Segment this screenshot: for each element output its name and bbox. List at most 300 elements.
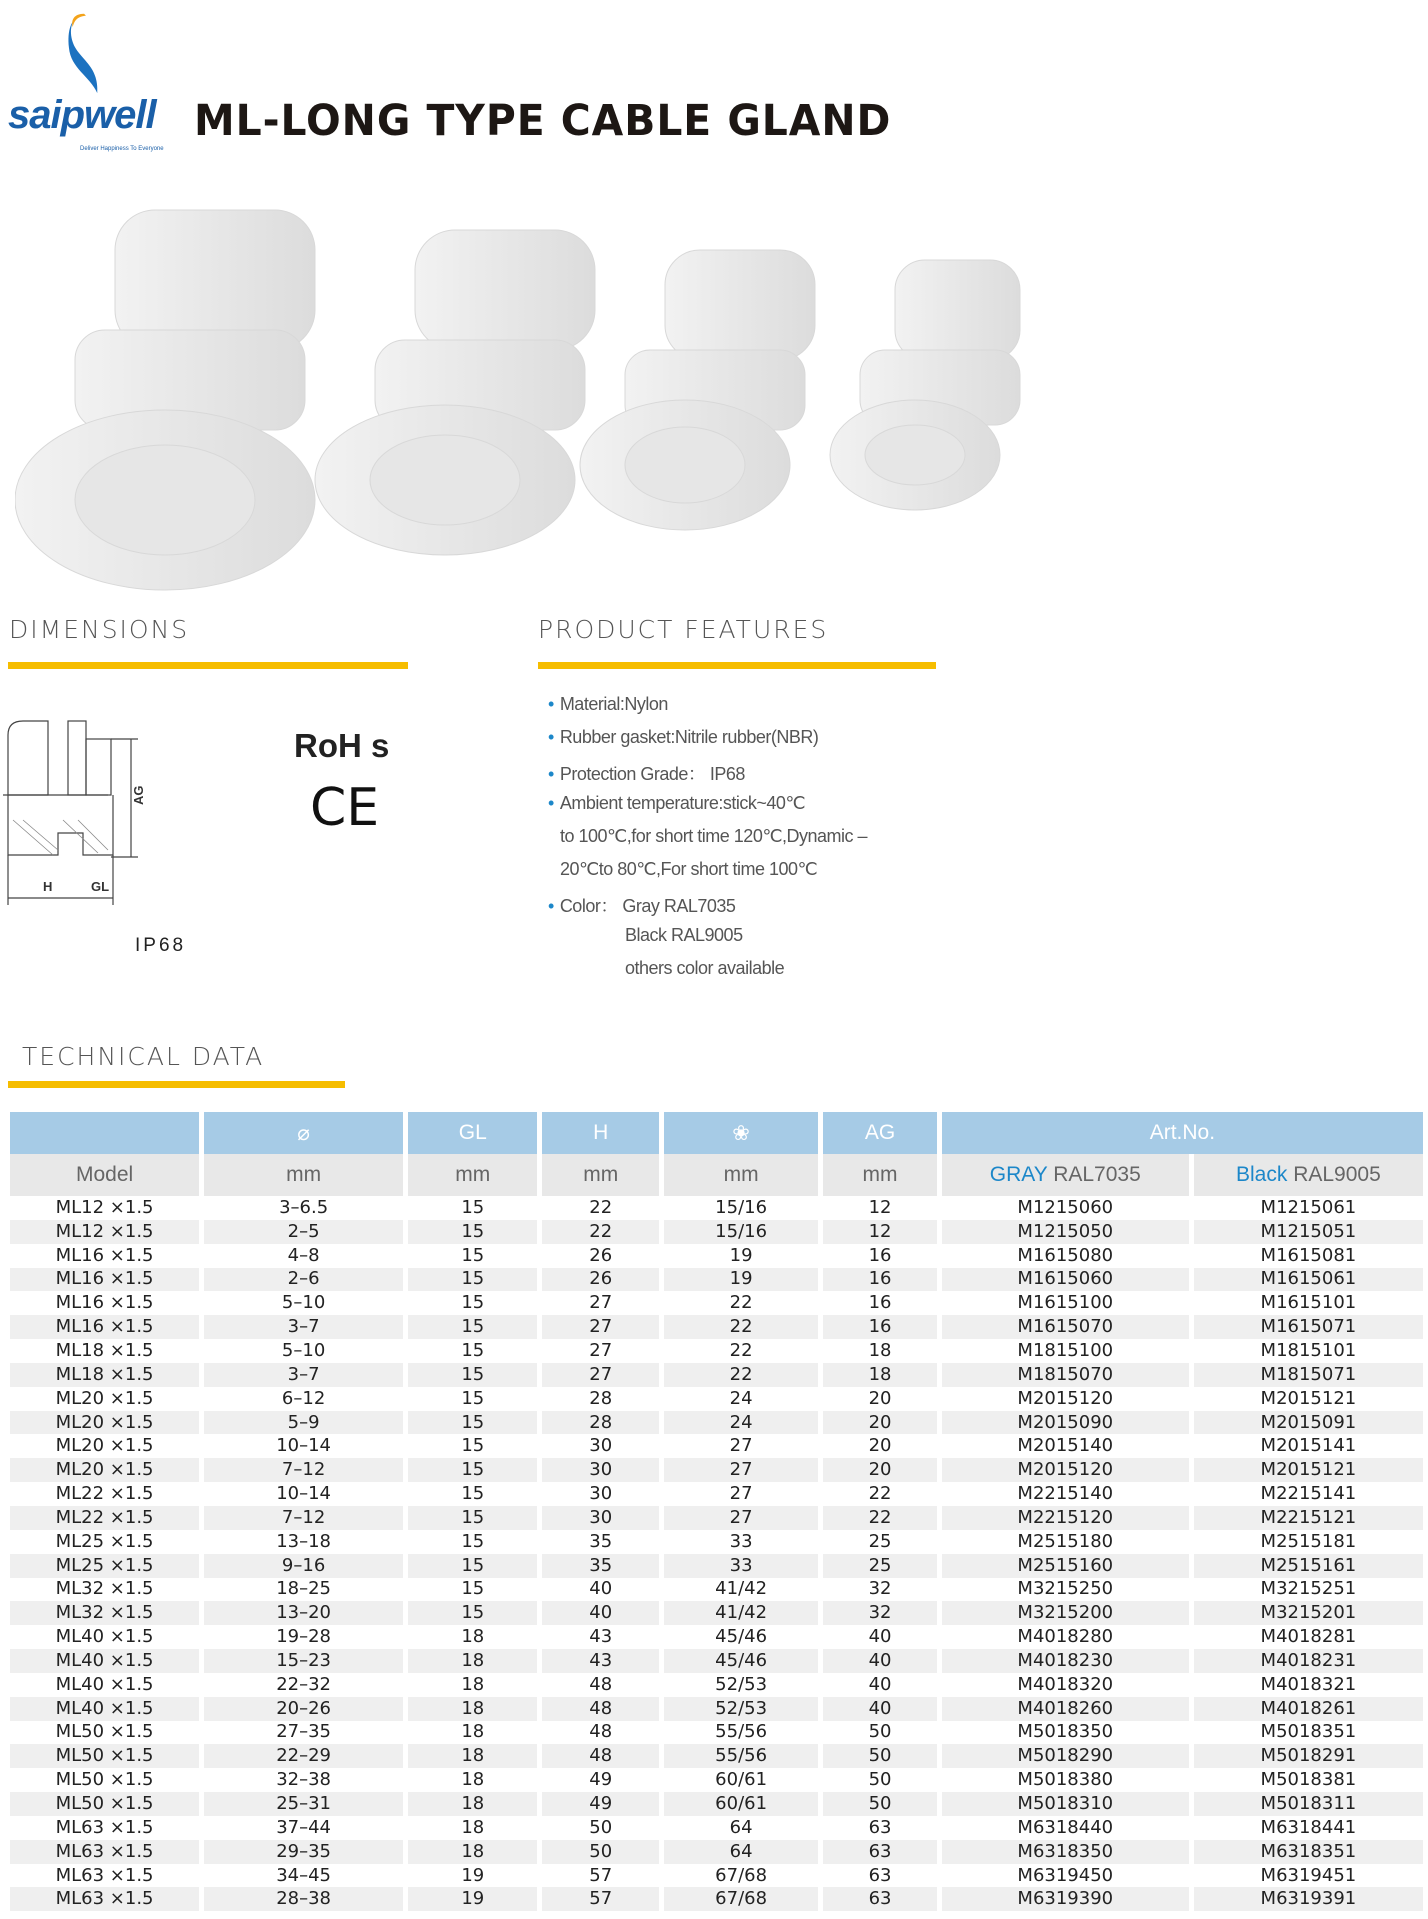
cell-wrench-size: 64 [729,1816,753,1838]
table-row [10,1744,1423,1768]
cell-art-no-gray: M1815100 [1017,1339,1114,1361]
cell-art-no-gray: M2015140 [1017,1435,1114,1457]
cell-wrench-size: 27 [729,1435,753,1457]
feature-text: Ambient temperature:stick~40℃ [559,793,806,813]
cell-gl: 18 [461,1626,485,1648]
cell-art-no-gray: M3215200 [942,1601,1189,1625]
cell-h: 48 [542,1697,658,1721]
cell-cable-range: 32–38 [276,1769,332,1791]
cell-gl: 15 [461,1435,485,1457]
cell-gl: 18 [461,1721,485,1743]
cell-art-no-black: M3215251 [1260,1578,1357,1600]
cell-gl: 15 [408,1506,537,1530]
header-ag: AG [823,1112,936,1154]
logo-swoosh-icon [60,10,110,95]
cell-model: ML40 ×1.5 [10,1649,199,1673]
cell-art-no-black: M4018321 [1260,1673,1357,1695]
table-row [10,1387,1423,1411]
feature-text: Color： Gray RAL7035 [559,896,736,916]
cell-wrench-size: 60/61 [664,1792,818,1816]
cell-art-no-black: M2515161 [1194,1554,1423,1578]
table-row [10,1434,1423,1458]
cell-ag: 50 [823,1744,936,1768]
cell-art-no-gray: M6319450 [1017,1864,1114,1886]
technical-data-heading: TECHNICAL DATA [22,1042,265,1071]
feature-color-black: Black RAL9005 [625,925,743,945]
cell-wrench-size: 33 [729,1530,753,1552]
table-row [10,1578,1423,1602]
cell-cable-range: 34–45 [276,1864,332,1886]
table-row [10,1625,1423,1649]
cell-gl: 15 [461,1483,485,1505]
cell-ag: 16 [823,1268,936,1292]
table-row [10,1244,1423,1268]
cell-art-no-black: M6319391 [1194,1887,1423,1911]
cell-ag: 50 [868,1721,892,1743]
cell-art-no-gray: M4018230 [942,1649,1189,1673]
rohs-mark: RoH s [294,727,390,764]
cell-cable-range: 28–38 [204,1887,403,1911]
cell-wrench-size: 19 [664,1268,818,1292]
cell-art-no-black: M4018281 [1260,1626,1357,1648]
table-row [10,1339,1423,1363]
table-row [10,1840,1423,1864]
features-underline [538,662,936,669]
ag-label: AG [131,785,146,805]
cell-model: ML40 ×1.5 [55,1626,154,1648]
cell-model: ML20 ×1.5 [55,1387,154,1409]
cell-ag: 40 [823,1649,936,1673]
cell-wrench-size: 19 [729,1244,753,1266]
table-row [10,1697,1423,1721]
cell-h: 27 [589,1292,613,1314]
cell-model: ML63 ×1.5 [10,1840,199,1864]
cell-gl: 19 [461,1864,485,1886]
cell-ag: 50 [868,1769,892,1791]
cell-wrench-size: 52/53 [715,1673,768,1695]
cell-wrench-size: 52/53 [664,1697,818,1721]
cell-h: 30 [589,1483,613,1505]
cell-cable-range: 15–23 [204,1649,403,1673]
cell-ag: 16 [823,1315,936,1339]
bullet-icon: • [548,793,554,813]
table-row [10,1196,1423,1220]
cell-h: 26 [542,1268,658,1292]
header-art-no: Art.No. [942,1112,1423,1154]
cell-ag: 16 [868,1292,892,1314]
cell-cable-range: 2–6 [204,1268,403,1292]
feature-temperature-2: to 100℃,for short time 120℃,Dynamic – [560,826,868,846]
cell-model: ML63 ×1.5 [10,1887,199,1911]
cell-wrench-size: 60/61 [715,1769,768,1791]
cell-cable-range: 29–35 [204,1840,403,1864]
feature-temperature-3: 20℃to 80℃,For short time 100℃ [560,859,818,879]
cell-h: 49 [542,1792,658,1816]
bullet-icon: • [548,694,554,714]
brand-tagline: Deliver Happiness To Everyone [80,146,164,152]
cell-ag: 20 [868,1387,892,1409]
cell-art-no-black: M1615081 [1260,1244,1357,1266]
cell-h: 27 [542,1315,658,1339]
cell-model: ML50 ×1.5 [10,1792,199,1816]
header-row-1 [10,1112,1423,1154]
bullet-icon: • [548,764,554,784]
cell-h: 43 [589,1626,613,1648]
feature-color [548,892,735,918]
cell-wrench-size: 27 [664,1458,818,1482]
cell-gl: 18 [408,1697,537,1721]
cell-wrench-size: 41/42 [664,1601,818,1625]
cell-model: ML22 ×1.5 [55,1483,154,1505]
dimensions-underline [8,662,408,669]
cell-h: 57 [589,1864,613,1886]
table-row [10,1816,1423,1840]
cell-wrench-size: 27 [729,1483,753,1505]
cell-model: ML22 ×1.5 [10,1506,199,1530]
header-unit: mm [664,1154,818,1196]
cell-art-no-gray: M2215120 [942,1506,1189,1530]
cell-h: 50 [542,1840,658,1864]
dimension-diagram [3,715,253,905]
cell-h: 22 [542,1220,658,1244]
cell-art-no-black: M4018231 [1194,1649,1423,1673]
table-row [10,1315,1423,1339]
cell-ag: 12 [823,1220,936,1244]
cell-cable-range: 19–28 [276,1626,332,1648]
cell-art-no-gray: M1215060 [1017,1196,1114,1218]
cell-cable-range: 18–25 [276,1578,332,1600]
feature-text: Rubber gasket:Nitrile rubber(NBR) [559,727,819,747]
cell-art-no-black: M1615101 [1260,1292,1357,1314]
cell-h: 40 [589,1578,613,1600]
cell-ag: 50 [823,1792,936,1816]
table-row [10,1506,1423,1530]
header-wrench-icon: ❀ [664,1112,818,1154]
cell-ag: 40 [868,1626,892,1648]
cell-art-no-black: M1615071 [1194,1315,1423,1339]
cell-art-no-black: M6319451 [1260,1864,1357,1886]
product-photo [15,200,1055,600]
cell-art-no-gray: M6319390 [942,1887,1189,1911]
cell-model: ML63 ×1.5 [55,1864,154,1886]
header-black [1194,1154,1423,1196]
cell-ag: 63 [868,1816,892,1838]
cell-h: 26 [589,1244,613,1266]
cell-art-no-gray: M4018260 [942,1697,1189,1721]
cell-ag: 32 [868,1578,892,1600]
cell-model: ML40 ×1.5 [55,1673,154,1695]
cell-ag: 20 [823,1458,936,1482]
cell-gl: 18 [408,1744,537,1768]
table-row [10,1554,1423,1578]
cell-art-no-black: M4018261 [1194,1697,1423,1721]
cell-art-no-black: M5018311 [1194,1792,1423,1816]
cell-ag: 63 [823,1887,936,1911]
table-row [10,1482,1423,1506]
cell-h: 28 [542,1411,658,1435]
cell-art-no-black: M2015141 [1260,1435,1357,1457]
cell-gl: 18 [408,1792,537,1816]
black-ral-label: RAL9005 [1293,1163,1381,1186]
cell-ag: 18 [823,1363,936,1387]
cell-art-no-gray: M1615070 [942,1315,1189,1339]
cell-cable-range: 5–10 [281,1339,326,1361]
cell-model: ML50 ×1.5 [55,1721,154,1743]
cell-art-no-black: M1815101 [1260,1339,1357,1361]
cell-ag: 20 [823,1411,936,1435]
cell-model: ML32 ×1.5 [55,1578,154,1600]
cell-gl: 15 [408,1220,537,1244]
cell-ag: 16 [868,1244,892,1266]
cell-wrench-size: 33 [664,1554,818,1578]
cell-cable-range: 2–5 [204,1220,403,1244]
cell-ag: 20 [868,1435,892,1457]
table-row [10,1887,1423,1911]
cell-art-no-gray: M1815070 [942,1363,1189,1387]
cell-gl: 15 [461,1196,485,1218]
table-row [10,1768,1423,1792]
cell-model: ML12 ×1.5 [55,1196,154,1218]
cell-art-no-gray: M6318350 [942,1840,1189,1864]
cell-cable-range: 37–44 [276,1816,332,1838]
cell-art-no-black: M2215121 [1194,1506,1423,1530]
cell-cable-range: 5–10 [281,1292,326,1314]
cell-h: 57 [542,1887,658,1911]
cell-cable-range: 10–14 [276,1435,332,1457]
cell-h: 22 [589,1196,613,1218]
cell-wrench-size: 22 [664,1315,818,1339]
header-blank [10,1112,199,1154]
cell-gl: 18 [408,1649,537,1673]
cell-model: ML18 ×1.5 [10,1363,199,1387]
cell-ag: 12 [868,1196,892,1218]
cell-model: ML12 ×1.5 [10,1220,199,1244]
cell-ag: 32 [823,1601,936,1625]
feature-protection [548,760,745,786]
cell-art-no-black: M2015121 [1260,1387,1357,1409]
cell-h: 30 [542,1506,658,1530]
cell-art-no-gray: M2015120 [1017,1387,1114,1409]
cell-gl: 15 [461,1387,485,1409]
cell-art-no-black: M5018381 [1260,1769,1357,1791]
black-label: Black [1236,1163,1288,1186]
cell-ag: 18 [868,1339,892,1361]
cell-gl: 15 [461,1292,485,1314]
table-row [10,1411,1423,1435]
gray-label: GRAY [989,1163,1048,1186]
table-row [10,1673,1423,1697]
cell-art-no-black: M2015091 [1194,1411,1423,1435]
cell-art-no-black: M3215201 [1194,1601,1423,1625]
table-row [10,1864,1423,1888]
cell-art-no-black: M1815071 [1194,1363,1423,1387]
cell-ag: 22 [868,1483,892,1505]
cell-gl: 15 [408,1458,537,1482]
cell-art-no-gray: M2215140 [1017,1483,1114,1505]
cell-ag: 25 [823,1554,936,1578]
cell-model: ML16 ×1.5 [55,1244,154,1266]
feature-gasket [548,727,818,748]
cell-art-no-gray: M5018290 [942,1744,1189,1768]
technical-data-table [5,1112,1428,1911]
table-row [10,1721,1423,1745]
cell-cable-range: 22–32 [276,1673,332,1695]
cell-gl: 15 [408,1601,537,1625]
cell-gl: 18 [461,1816,485,1838]
header-h: H [542,1112,658,1154]
dimensions-heading: DIMENSIONS [9,615,190,644]
cell-cable-range: 13–20 [204,1601,403,1625]
cell-art-no-gray: M4018280 [1017,1626,1114,1648]
cell-cable-range: 6–12 [281,1387,326,1409]
cell-cable-range: 22–29 [204,1744,403,1768]
cell-model: ML50 ×1.5 [10,1744,199,1768]
cell-cable-range: 3–7 [204,1315,403,1339]
cell-model: ML32 ×1.5 [10,1601,199,1625]
cell-h: 40 [542,1601,658,1625]
cell-wrench-size: 55/56 [715,1721,768,1743]
header-unit: mm [823,1154,936,1196]
cell-model: ML16 ×1.5 [55,1292,154,1314]
cell-art-no-black: M1615061 [1194,1268,1423,1292]
cell-wrench-size: 55/56 [664,1744,818,1768]
technical-underline [8,1081,345,1088]
cell-cable-range: 7–12 [204,1506,403,1530]
cell-gl: 15 [408,1268,537,1292]
feature-material [548,694,668,715]
header-unit: mm [542,1154,658,1196]
cell-model: ML16 ×1.5 [10,1268,199,1292]
cell-ag: 40 [868,1673,892,1695]
cell-h: 50 [589,1816,613,1838]
cell-art-no-gray: M1615080 [1017,1244,1114,1266]
header-unit: mm [204,1154,403,1196]
cell-h: 43 [542,1649,658,1673]
page-title: ML-LONG TYPE CABLE GLAND [194,96,892,146]
header-cable-range-icon: ⌀ [204,1112,403,1154]
cell-art-no-black: M6318441 [1260,1816,1357,1838]
cell-cable-range: 3–7 [204,1363,403,1387]
table-row [10,1458,1423,1482]
cell-wrench-size: 22 [729,1292,753,1314]
h-label: H [43,879,53,894]
cell-ag: 63 [868,1864,892,1886]
table-row [10,1363,1423,1387]
cell-h: 28 [589,1387,613,1409]
cell-ag: 22 [823,1506,936,1530]
bullet-icon: • [548,727,554,747]
cell-art-no-gray: M4018320 [1017,1673,1114,1695]
cell-gl: 15 [461,1578,485,1600]
cell-gl: 18 [461,1673,485,1695]
cell-model: ML16 ×1.5 [10,1315,199,1339]
cell-gl: 15 [408,1554,537,1578]
cell-wrench-size: 15/16 [664,1220,818,1244]
cell-h: 48 [542,1744,658,1768]
ip-rating-label: IP68 [135,935,187,956]
cell-wrench-size: 27 [664,1506,818,1530]
table-row [10,1291,1423,1315]
cell-art-no-gray: M5018350 [1017,1721,1114,1743]
table-row [10,1792,1423,1816]
cell-model: ML20 ×1.5 [55,1435,154,1457]
cell-cable-range: 4–8 [287,1244,320,1266]
cell-gl: 19 [408,1887,537,1911]
cell-art-no-gray: M1215050 [942,1220,1189,1244]
feature-color-others: others color available [625,958,785,978]
cell-gl: 15 [461,1530,485,1552]
table-row [10,1268,1423,1292]
cell-art-no-black: M2515181 [1260,1530,1357,1552]
cell-model: ML20 ×1.5 [10,1458,199,1482]
cell-art-no-black: M1215051 [1194,1220,1423,1244]
header-unit: mm [408,1154,537,1196]
cell-cable-range: 3–6.5 [279,1196,329,1218]
cell-cable-range: 7–12 [204,1458,403,1482]
table-row [10,1601,1423,1625]
cell-cable-range: 25–31 [204,1792,403,1816]
cell-art-no-black: M2215141 [1260,1483,1357,1505]
cell-gl: 18 [408,1840,537,1864]
cell-art-no-gray: M1615100 [1017,1292,1114,1314]
cell-wrench-size: 24 [729,1387,753,1409]
gray-ral-label: RAL7035 [1053,1163,1141,1186]
cell-h: 48 [589,1721,613,1743]
cell-gl: 15 [408,1315,537,1339]
cell-wrench-size: 22 [664,1363,818,1387]
cell-h: 27 [589,1339,613,1361]
brand-logo: saipwell [8,93,156,137]
cell-h: 35 [589,1530,613,1552]
cell-model: ML18 ×1.5 [55,1339,154,1361]
table-row [10,1649,1423,1673]
cell-art-no-gray: M2015090 [942,1411,1189,1435]
cell-cable-range: 13–18 [276,1530,332,1552]
cell-wrench-size: 67/68 [715,1864,768,1886]
cell-h: 48 [589,1673,613,1695]
cell-art-no-gray: M2015120 [942,1458,1189,1482]
cell-art-no-gray: M5018310 [942,1792,1189,1816]
cell-model: ML50 ×1.5 [55,1769,154,1791]
cell-art-no-gray: M1615060 [942,1268,1189,1292]
cell-h: 27 [542,1363,658,1387]
table-row [10,1220,1423,1244]
cell-art-no-black: M5018291 [1194,1744,1423,1768]
cell-wrench-size: 45/46 [664,1649,818,1673]
cell-cable-range: 20–26 [204,1697,403,1721]
cell-model: ML40 ×1.5 [10,1697,199,1721]
cell-wrench-size: 41/42 [715,1578,768,1600]
cell-gl: 18 [461,1769,485,1791]
cell-wrench-size: 22 [729,1339,753,1361]
header-gl: GL [408,1112,537,1154]
feature-text: Material:Nylon [559,694,668,714]
table-body [10,1196,1423,1911]
cell-cable-range: 5–9 [204,1411,403,1435]
cell-gl: 15 [408,1411,537,1435]
cell-wrench-size: 64 [664,1840,818,1864]
features-heading: PRODUCT FEATURES [538,615,829,644]
cell-art-no-gray: M2515160 [942,1554,1189,1578]
cell-art-no-gray: M2515180 [1017,1530,1114,1552]
header-row-2 [10,1154,1423,1196]
cell-wrench-size: 24 [664,1411,818,1435]
cell-ag: 40 [823,1697,936,1721]
cell-art-no-black: M2015121 [1194,1458,1423,1482]
feature-text: Protection Grade： IP68 [559,764,745,784]
cell-wrench-size: 15/16 [715,1196,768,1218]
cell-cable-range: 10–14 [276,1483,332,1505]
